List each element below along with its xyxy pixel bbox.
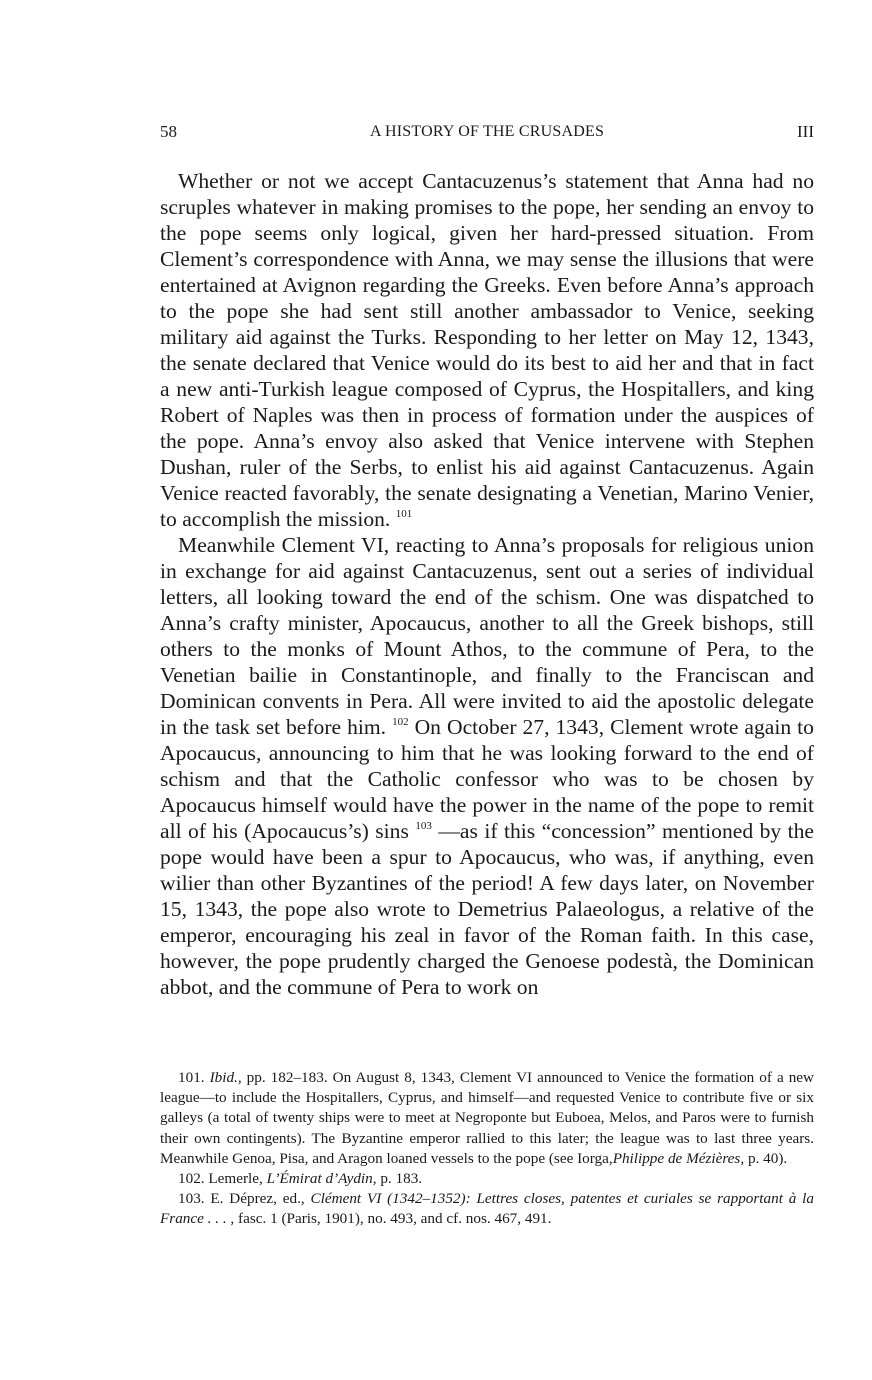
footnote-101-title: Philippe de Mézières,	[612, 1149, 745, 1167]
footnote-102-text: p. 183.	[380, 1170, 423, 1188]
footnote-102	[160, 1169, 814, 1189]
footnote-101	[160, 1068, 814, 1169]
page-number: 58	[160, 122, 177, 141]
paragraph-1-text: Whether or not we accept Cantacuzenus’s statement that Anna had no scruples whatever in making promises to the pope, her sending an envoy to the pope seems only logical, given her hard-pressed situation. From Clement’s correspondence with Anna, we may sense the illusions that were entertained at Avignon regarding the Greeks. Even before Anna’s approach to the pope she had sent still another ambassador to Venice, seeking military aid against the Turks. Responding to her letter on May 12, 1343, the senate declared that Venice would do its best to aid her and that in fact a new anti-Turkish league composed of Cyprus, the Hospitallers, and king Robert of Naples was then in process of formation under the auspices of the pope. Anna’s envoy also asked that Venice intervene with Stephen Dushan, ruler of the Serbs, to enlist his aid against Cantacuzenus. Again Venice reacted favorably, the senate designating a Venetian, Marino Venier, to accomplish the mission.	[160, 169, 814, 531]
footnote-103-number: 103.	[178, 1190, 205, 1208]
footnote-101-number: 101.	[178, 1069, 205, 1086]
footnote-103-text: fasc. 1 (Paris, 1901), no. 493, and cf. nos. 467, 491.	[238, 1210, 552, 1228]
footnote-ref-103: 103	[415, 820, 432, 832]
paragraph-2-text-b: On October 27, 1343, Clement wrote again to Apocaucus, announcing to him that he was looking forward to the end of schism and that the Catholic confessor who was to be chosen by Apocaucus himself would have the power in the name of the pope to remit all of his (Apocaucus’s) sins	[160, 715, 814, 843]
footnote-101-ibid: Ibid.,	[209, 1069, 242, 1086]
paragraph-2	[160, 532, 814, 1000]
footnote-103	[160, 1189, 814, 1229]
paragraph-2-text-c: —as if this “concession” mentioned by the pope would have been a spur to Apocaucus, who was, if anything, even wilier than other Byzantines of the period! A few days later, on November 15, 1343, the pope also wrote to Demetrius Palaeologus, a relative of the emperor, encouraging his zeal in favor of the Roman faith. In this case, however, the pope prudently charged the Genoese podestà, the Dominican abbot, and the commune of Pera to work on	[160, 819, 814, 999]
main-text	[160, 168, 814, 1000]
footnotes	[160, 1068, 814, 1230]
footnote-101-text-a: pp. 182–183. On August 8, 1343, Clement VI announced to Venice the formation of a new league—to include the Hospitallers, Cyprus, and himself—and requested Venice to contribute five or six galleys (a total of twenty ships were to meet at Negroponte but Euboea, Melos, and Paros were to furnish their own contingents). The Byzantine emperor rallied to this later; the league was to last three years. Meanwhile Genoa, Pisa, and Aragon loaned vessels to the pope (see Iorga,	[160, 1069, 814, 1167]
footnote-101-text-b: p. 40).	[747, 1149, 788, 1167]
volume-number: III	[797, 122, 814, 141]
footnote-ref-101: 101	[395, 508, 413, 520]
footnote-102-title: L’Émirat d’Aydin,	[266, 1170, 377, 1188]
running-header	[160, 118, 814, 146]
footnote-103-author: E. Déprez, ed.,	[210, 1190, 305, 1208]
footnote-102-author: Lemerle,	[208, 1170, 263, 1188]
footnote-ref-102: 102	[392, 716, 409, 728]
paragraph-1	[160, 168, 814, 532]
paragraph-2-text-a: Meanwhile Clement VI, reacting to Anna’s proposals for religious union in exchange for aid against Cantacuzenus, sent out a series of individual letters, all looking toward the end of the schism. One was dispatched to Anna’s crafty minister, Apocaucus, another to all the Greek bishops, still others to the monks of Mount Athos, to the commune of Pera, to the Venetian bailie in Constantinople, and finally to the Franciscan and Dominican convents in Pera. All were invited to aid the apostolic delegate in the task set before him.	[160, 533, 814, 739]
footnote-102-number: 102.	[178, 1170, 205, 1188]
footnote-103-title: Clément VI (1342–1352): Lettres closes, patentes et curiales se rapportant à la France . . . ,	[160, 1190, 814, 1228]
running-title: A HISTORY OF THE CRUSADES	[369, 123, 605, 140]
